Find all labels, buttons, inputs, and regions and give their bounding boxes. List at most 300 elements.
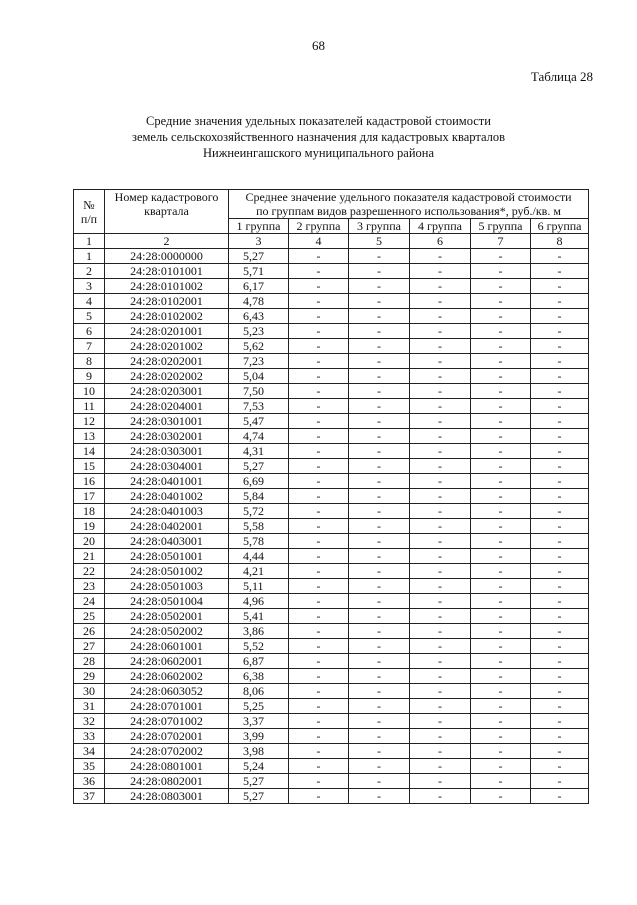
row-group-6-value: - — [531, 294, 589, 309]
header-average-line2: по группам видов разрешенного использования*, руб./кв. м — [256, 204, 561, 218]
row-group-6-value: - — [531, 789, 589, 804]
row-group-4-value: - — [410, 699, 471, 714]
row-group-4-value: - — [410, 564, 471, 579]
row-group-4-value: - — [410, 579, 471, 594]
row-group-1-value: 5,71 — [229, 264, 289, 279]
row-quarter: 24:28:0501001 — [105, 549, 229, 564]
row-number: 11 — [74, 399, 105, 414]
row-group-5-value: - — [471, 639, 531, 654]
title-line: Средние значения удельных показателей кадастровой стоимости — [146, 114, 491, 128]
row-group-6-value: - — [531, 504, 589, 519]
row-group-6-value: - — [531, 354, 589, 369]
row-group-2-value: - — [289, 699, 349, 714]
row-quarter: 24:28:0802001 — [105, 774, 229, 789]
row-quarter: 24:28:0301001 — [105, 414, 229, 429]
table-row — [74, 594, 589, 609]
row-quarter: 24:28:0701001 — [105, 699, 229, 714]
title-line: земель сельскохозяйственного назначения для кадастровых кварталов — [132, 130, 505, 144]
row-group-3-value: - — [349, 534, 410, 549]
row-group-4-value: - — [410, 414, 471, 429]
row-group-5-value: - — [471, 714, 531, 729]
row-group-2-value: - — [289, 759, 349, 774]
row-group-5-value: - — [471, 654, 531, 669]
row-number: 5 — [74, 309, 105, 324]
row-group-6-value: - — [531, 534, 589, 549]
row-number: 19 — [74, 519, 105, 534]
row-group-6-value: - — [531, 564, 589, 579]
header-average-line1: Среднее значение удельного показателя кадастровой стоимости — [245, 190, 572, 204]
row-group-5-value: - — [471, 579, 531, 594]
row-number: 8 — [74, 354, 105, 369]
row-group-6-value: - — [531, 279, 589, 294]
row-group-6-value: - — [531, 549, 589, 564]
row-group-6-value: - — [531, 609, 589, 624]
row-group-5-value: - — [471, 684, 531, 699]
row-group-1-value: 4,44 — [229, 549, 289, 564]
row-group-3-value: - — [349, 594, 410, 609]
row-group-3-value: - — [349, 324, 410, 339]
col-number-5: 5 — [349, 234, 410, 249]
row-group-5-value: - — [471, 699, 531, 714]
row-quarter: 24:28:0801001 — [105, 759, 229, 774]
row-quarter: 24:28:0603052 — [105, 684, 229, 699]
table-row — [74, 624, 589, 639]
row-group-5-value: - — [471, 774, 531, 789]
row-group-3-value: - — [349, 564, 410, 579]
row-group-2-value: - — [289, 309, 349, 324]
row-group-1-value: 5,47 — [229, 414, 289, 429]
row-group-1-value: 4,78 — [229, 294, 289, 309]
row-number: 24 — [74, 594, 105, 609]
table-label: Таблица 28 — [530, 69, 593, 84]
row-quarter: 24:28:0204001 — [105, 399, 229, 414]
header-group-3: 3 группа — [349, 219, 410, 234]
row-group-6-value: - — [531, 729, 589, 744]
row-group-2-value: - — [289, 744, 349, 759]
header-average — [229, 190, 589, 219]
row-group-3-value: - — [349, 579, 410, 594]
row-group-5-value: - — [471, 534, 531, 549]
row-group-3-value: - — [349, 609, 410, 624]
row-group-2-value: - — [289, 519, 349, 534]
col-number-8: 8 — [531, 234, 589, 249]
cadastral-value-table — [73, 189, 589, 804]
row-group-1-value: 5,84 — [229, 489, 289, 504]
row-group-1-value: 8,06 — [229, 684, 289, 699]
table-row — [74, 264, 589, 279]
header-group-4: 4 группа — [410, 219, 471, 234]
row-group-3-value: - — [349, 474, 410, 489]
row-group-3-value: - — [349, 309, 410, 324]
row-group-5-value: - — [471, 279, 531, 294]
row-group-5-value: - — [471, 519, 531, 534]
row-group-1-value: 3,86 — [229, 624, 289, 639]
row-group-6-value: - — [531, 519, 589, 534]
row-group-3-value: - — [349, 414, 410, 429]
row-group-1-value: 7,50 — [229, 384, 289, 399]
row-group-2-value: - — [289, 399, 349, 414]
row-group-3-value: - — [349, 429, 410, 444]
row-group-3-value: - — [349, 459, 410, 474]
row-group-2-value: - — [289, 459, 349, 474]
row-group-6-value: - — [531, 474, 589, 489]
header-group-6: 6 группа — [531, 219, 589, 234]
row-quarter: 24:28:0601001 — [105, 639, 229, 654]
row-number: 10 — [74, 384, 105, 399]
row-group-3-value: - — [349, 369, 410, 384]
row-group-2-value: - — [289, 429, 349, 444]
row-group-2-value: - — [289, 564, 349, 579]
row-group-6-value: - — [531, 459, 589, 474]
row-group-5-value: - — [471, 729, 531, 744]
row-group-6-value: - — [531, 654, 589, 669]
row-group-2-value: - — [289, 609, 349, 624]
row-number: 4 — [74, 294, 105, 309]
row-group-5-value: - — [471, 504, 531, 519]
row-number: 15 — [74, 459, 105, 474]
row-group-3-value: - — [349, 624, 410, 639]
row-group-1-value: 6,17 — [229, 279, 289, 294]
row-number: 1 — [74, 249, 105, 264]
row-group-4-value: - — [410, 324, 471, 339]
row-group-6-value: - — [531, 369, 589, 384]
table-row — [74, 444, 589, 459]
row-group-3-value: - — [349, 264, 410, 279]
row-number: 2 — [74, 264, 105, 279]
col-number-1: 1 — [74, 234, 105, 249]
row-group-6-value: - — [531, 384, 589, 399]
row-group-5-value: - — [471, 384, 531, 399]
row-group-5-value: - — [471, 594, 531, 609]
row-group-4-value: - — [410, 264, 471, 279]
row-group-4-value: - — [410, 369, 471, 384]
table-row — [74, 294, 589, 309]
row-group-4-value: - — [410, 639, 471, 654]
row-group-1-value: 6,69 — [229, 474, 289, 489]
row-quarter: 24:28:0502002 — [105, 624, 229, 639]
row-group-1-value: 3,99 — [229, 729, 289, 744]
row-group-4-value: - — [410, 609, 471, 624]
row-group-6-value: - — [531, 639, 589, 654]
row-number: 31 — [74, 699, 105, 714]
row-number: 28 — [74, 654, 105, 669]
row-group-4-value: - — [410, 534, 471, 549]
row-number: 17 — [74, 489, 105, 504]
row-group-2-value: - — [289, 249, 349, 264]
row-group-1-value: 5,78 — [229, 534, 289, 549]
row-group-2-value: - — [289, 294, 349, 309]
row-group-5-value: - — [471, 549, 531, 564]
table-row — [74, 549, 589, 564]
row-group-6-value: - — [531, 324, 589, 339]
col-number-4: 4 — [289, 234, 349, 249]
row-group-3-value: - — [349, 339, 410, 354]
table-row — [74, 279, 589, 294]
row-group-5-value: - — [471, 399, 531, 414]
title-line: Нижнеингашского муниципального района — [202, 146, 434, 160]
col-number-7: 7 — [471, 234, 531, 249]
row-number: 37 — [74, 789, 105, 804]
row-group-4-value: - — [410, 294, 471, 309]
row-quarter: 24:28:0602002 — [105, 669, 229, 684]
row-group-6-value: - — [531, 579, 589, 594]
row-group-1-value: 4,96 — [229, 594, 289, 609]
row-number: 35 — [74, 759, 105, 774]
row-group-1-value: 6,38 — [229, 669, 289, 684]
row-group-1-value: 3,98 — [229, 744, 289, 759]
table-row — [74, 339, 589, 354]
table-row — [74, 354, 589, 369]
row-quarter: 24:28:0602001 — [105, 654, 229, 669]
row-group-5-value: - — [471, 324, 531, 339]
row-quarter: 24:28:0401003 — [105, 504, 229, 519]
row-quarter: 24:28:0102001 — [105, 294, 229, 309]
row-group-6-value: - — [531, 759, 589, 774]
row-group-1-value: 7,53 — [229, 399, 289, 414]
table-row — [74, 759, 589, 774]
row-group-4-value: - — [410, 339, 471, 354]
row-group-1-value: 5,27 — [229, 774, 289, 789]
row-group-1-value: 6,43 — [229, 309, 289, 324]
row-quarter: 24:28:0000000 — [105, 249, 229, 264]
row-quarter: 24:28:0701002 — [105, 714, 229, 729]
header-group-1: 1 группа — [229, 219, 289, 234]
header-quarter-line1: Номер кадастрового — [114, 190, 219, 204]
row-number: 34 — [74, 744, 105, 759]
row-group-1-value: 5,24 — [229, 759, 289, 774]
page-number: 68 — [312, 38, 325, 53]
row-number: 27 — [74, 639, 105, 654]
row-quarter: 24:28:0304001 — [105, 459, 229, 474]
row-group-2-value: - — [289, 579, 349, 594]
row-number: 14 — [74, 444, 105, 459]
row-group-3-value: - — [349, 669, 410, 684]
row-group-6-value: - — [531, 339, 589, 354]
row-group-2-value: - — [289, 489, 349, 504]
row-quarter: 24:28:0202002 — [105, 369, 229, 384]
row-group-4-value: - — [410, 474, 471, 489]
row-group-3-value: - — [349, 714, 410, 729]
header-group-2: 2 группа — [289, 219, 349, 234]
row-group-2-value: - — [289, 549, 349, 564]
row-quarter: 24:28:0501003 — [105, 579, 229, 594]
row-group-5-value: - — [471, 789, 531, 804]
row-quarter: 24:28:0702002 — [105, 744, 229, 759]
table-row — [74, 519, 589, 534]
row-group-2-value: - — [289, 324, 349, 339]
table-row — [74, 744, 589, 759]
row-number: 6 — [74, 324, 105, 339]
row-number: 26 — [74, 624, 105, 639]
row-group-3-value: - — [349, 744, 410, 759]
row-group-4-value: - — [410, 669, 471, 684]
row-group-6-value: - — [531, 309, 589, 324]
row-group-2-value: - — [289, 504, 349, 519]
row-group-6-value: - — [531, 744, 589, 759]
row-group-4-value: - — [410, 309, 471, 324]
row-group-2-value: - — [289, 534, 349, 549]
row-group-5-value: - — [471, 339, 531, 354]
row-group-1-value: 5,62 — [229, 339, 289, 354]
row-group-5-value: - — [471, 564, 531, 579]
row-group-6-value: - — [531, 264, 589, 279]
row-group-1-value: 4,31 — [229, 444, 289, 459]
row-group-5-value: - — [471, 354, 531, 369]
row-group-4-value: - — [410, 759, 471, 774]
row-number: 25 — [74, 609, 105, 624]
row-quarter: 24:28:0203001 — [105, 384, 229, 399]
table-row — [74, 534, 589, 549]
table-row — [74, 684, 589, 699]
row-group-5-value: - — [471, 609, 531, 624]
row-quarter: 24:28:0803001 — [105, 789, 229, 804]
row-quarter: 24:28:0502001 — [105, 609, 229, 624]
row-group-6-value: - — [531, 714, 589, 729]
row-group-6-value: - — [531, 669, 589, 684]
row-group-3-value: - — [349, 759, 410, 774]
row-group-1-value: 4,21 — [229, 564, 289, 579]
row-quarter: 24:28:0101002 — [105, 279, 229, 294]
row-group-3-value: - — [349, 249, 410, 264]
table-row — [74, 309, 589, 324]
row-group-6-value: - — [531, 414, 589, 429]
row-group-4-value: - — [410, 459, 471, 474]
row-group-5-value: - — [471, 294, 531, 309]
table-row — [74, 714, 589, 729]
row-group-4-value: - — [410, 519, 471, 534]
row-group-4-value: - — [410, 729, 471, 744]
table-row — [74, 729, 589, 744]
row-group-3-value: - — [349, 279, 410, 294]
row-group-3-value: - — [349, 684, 410, 699]
table-body — [74, 249, 589, 804]
row-group-2-value: - — [289, 594, 349, 609]
row-group-2-value: - — [289, 474, 349, 489]
row-group-2-value: - — [289, 444, 349, 459]
row-group-1-value: 7,23 — [229, 354, 289, 369]
header-quarter — [105, 190, 229, 234]
row-quarter: 24:28:0202001 — [105, 354, 229, 369]
row-group-2-value: - — [289, 639, 349, 654]
row-quarter: 24:28:0402001 — [105, 519, 229, 534]
table-row — [74, 399, 589, 414]
header-num — [74, 190, 105, 234]
row-group-5-value: - — [471, 309, 531, 324]
table-row — [74, 249, 589, 264]
row-group-1-value: 5,27 — [229, 249, 289, 264]
row-number: 22 — [74, 564, 105, 579]
row-number: 3 — [74, 279, 105, 294]
row-quarter: 24:28:0303001 — [105, 444, 229, 459]
row-group-1-value: 5,25 — [229, 699, 289, 714]
row-number: 12 — [74, 414, 105, 429]
row-number: 32 — [74, 714, 105, 729]
table-row — [74, 324, 589, 339]
row-quarter: 24:28:0201002 — [105, 339, 229, 354]
row-group-2-value: - — [289, 414, 349, 429]
row-group-1-value: 5,11 — [229, 579, 289, 594]
row-group-4-value: - — [410, 684, 471, 699]
table-row — [74, 669, 589, 684]
table-row — [74, 564, 589, 579]
row-group-6-value: - — [531, 399, 589, 414]
table-row — [74, 774, 589, 789]
row-number: 16 — [74, 474, 105, 489]
row-group-4-value: - — [410, 624, 471, 639]
row-group-3-value: - — [349, 399, 410, 414]
document-title — [0, 113, 637, 161]
table-row — [74, 504, 589, 519]
row-group-1-value: 5,72 — [229, 504, 289, 519]
row-group-1-value: 5,58 — [229, 519, 289, 534]
row-group-4-value: - — [410, 549, 471, 564]
row-group-4-value: - — [410, 654, 471, 669]
table-row — [74, 699, 589, 714]
row-number: 7 — [74, 339, 105, 354]
table-row — [74, 609, 589, 624]
row-quarter: 24:28:0101001 — [105, 264, 229, 279]
row-group-2-value: - — [289, 384, 349, 399]
row-group-4-value: - — [410, 489, 471, 504]
table-row — [74, 429, 589, 444]
row-number: 18 — [74, 504, 105, 519]
table-row — [74, 414, 589, 429]
row-number: 30 — [74, 684, 105, 699]
row-group-2-value: - — [289, 714, 349, 729]
row-group-3-value: - — [349, 789, 410, 804]
header-group-5: 5 группа — [471, 219, 531, 234]
row-group-2-value: - — [289, 369, 349, 384]
row-group-1-value: 5,23 — [229, 324, 289, 339]
row-number: 36 — [74, 774, 105, 789]
row-quarter: 24:28:0501002 — [105, 564, 229, 579]
header-num-line2: п/п — [80, 211, 98, 226]
row-group-1-value: 5,04 — [229, 369, 289, 384]
row-group-3-value: - — [349, 444, 410, 459]
row-quarter: 24:28:0302001 — [105, 429, 229, 444]
row-group-4-value: - — [410, 714, 471, 729]
row-group-6-value: - — [531, 444, 589, 459]
row-group-3-value: - — [349, 774, 410, 789]
row-number: 20 — [74, 534, 105, 549]
row-group-1-value: 5,27 — [229, 789, 289, 804]
row-group-6-value: - — [531, 774, 589, 789]
col-number-2: 2 — [105, 234, 229, 249]
row-group-1-value: 5,41 — [229, 609, 289, 624]
row-group-5-value: - — [471, 744, 531, 759]
table-row — [74, 369, 589, 384]
row-group-5-value: - — [471, 414, 531, 429]
row-group-1-value: 3,37 — [229, 714, 289, 729]
row-group-2-value: - — [289, 264, 349, 279]
row-group-4-value: - — [410, 444, 471, 459]
row-group-5-value: - — [471, 444, 531, 459]
row-group-3-value: - — [349, 294, 410, 309]
row-group-1-value: 6,87 — [229, 654, 289, 669]
table-row — [74, 639, 589, 654]
row-group-4-value: - — [410, 789, 471, 804]
table-row — [74, 459, 589, 474]
row-group-5-value: - — [471, 459, 531, 474]
row-number: 21 — [74, 549, 105, 564]
row-group-6-value: - — [531, 684, 589, 699]
col-number-6: 6 — [410, 234, 471, 249]
row-group-5-value: - — [471, 474, 531, 489]
row-group-4-value: - — [410, 774, 471, 789]
row-group-3-value: - — [349, 639, 410, 654]
row-group-3-value: - — [349, 354, 410, 369]
row-group-4-value: - — [410, 594, 471, 609]
